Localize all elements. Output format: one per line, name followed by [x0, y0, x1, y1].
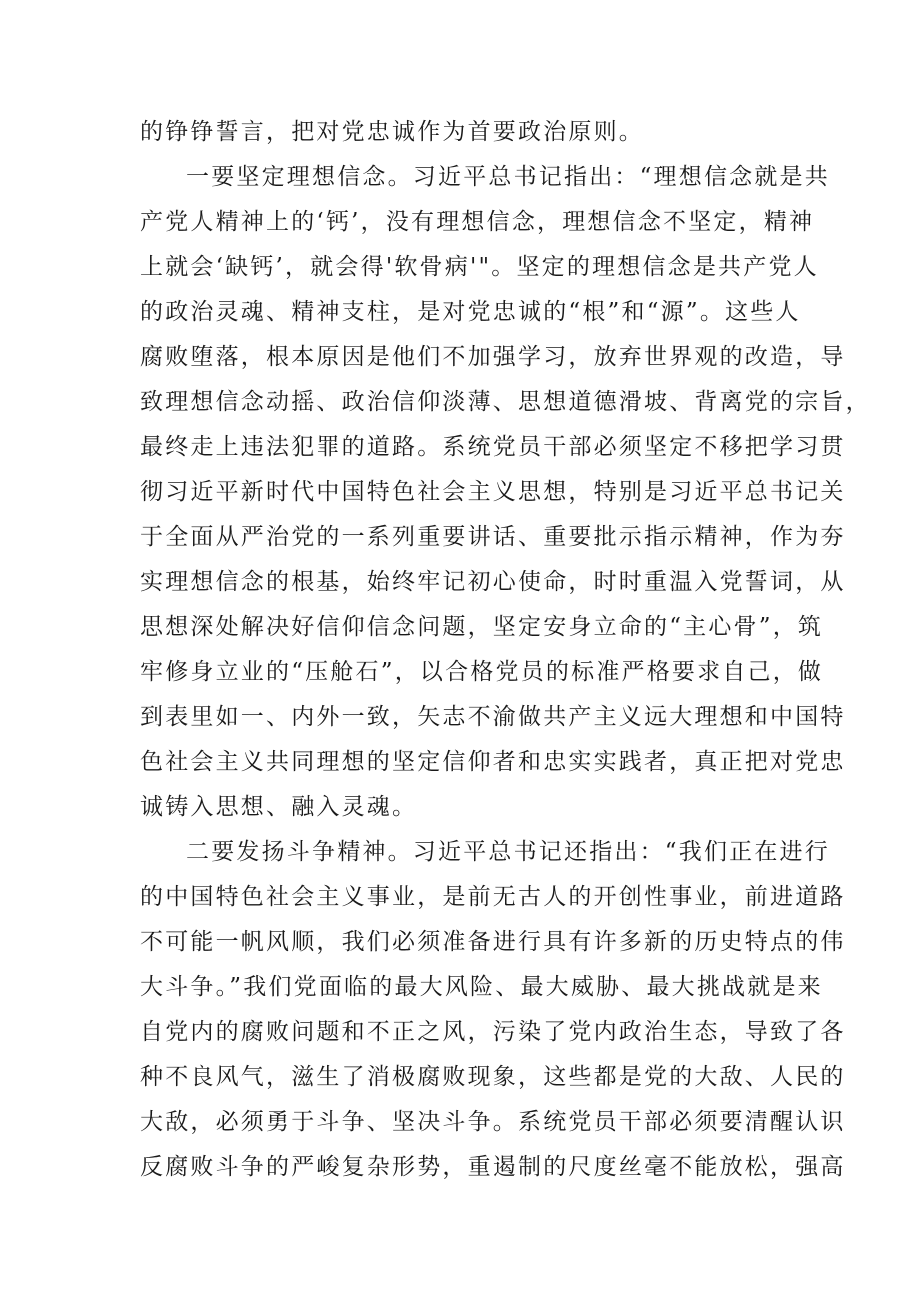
text-line: 自党内的腐败问题和不正之风，污染了党内政治生态，导致了各	[140, 1019, 846, 1045]
text-line: 思想深处解决好信仰信念问题，坚定安身立命的“主心骨”，筑	[140, 614, 824, 640]
text-line: 种不良风气，滋生了消极腐败现象，这些都是党的大敌、人民的	[140, 1064, 846, 1090]
text-line: 大敌，必须勇于斗争、坚决斗争。系统党员干部必须要清醒认识	[140, 1109, 846, 1135]
text-line: 产党人精神上的‘钙’，没有理想信念，理想信念不坚定，精神	[140, 209, 815, 235]
text-line: 腐败堕落，根本原因是他们不加强学习，放弃世界观的改造，导	[140, 344, 846, 370]
paragraph-1-first-line: 一要坚定理想信念。习近平总书记指出：“理想信念就是共	[186, 164, 830, 190]
text-line: 的政治灵魂、精神支柱，是对党忠诚的“根”和“源”。这些人	[140, 299, 801, 325]
text-line: 于全面从严治党的一系列重要讲话、重要批示指示精神，作为夯	[140, 524, 846, 550]
paragraph-2-first-line: 二要发扬斗争精神。习近平总书记还指出：“我们正在进行	[186, 839, 830, 865]
text-line: 色社会主义共同理想的坚定信仰者和忠实实践者，真正把对党忠	[140, 749, 846, 775]
text-line: 到表里如一、内外一致，矢志不渝做共产主义远大理想和中国特	[140, 704, 846, 730]
text-line: 实理想信念的根基，始终牢记初心使命，时时重温入党誓词，从	[140, 569, 846, 595]
text-line: 致理想信念动摇、政治信仰淡薄、思想道德滑坡、背离党的宗旨，	[140, 389, 871, 415]
text-line: 的铮铮誓言，把对党忠诚作为首要政治原则。	[140, 119, 644, 145]
text-line: 牢修身立业的“压舱石”，以合格党员的标准严格要求自己，做	[140, 659, 824, 685]
text-line: 反腐败斗争的严峻复杂形势，重遏制的尺度丝毫不能放松，强高	[140, 1154, 846, 1180]
text-line: 不可能一帆风顺，我们必须准备进行具有许多新的历史特点的伟	[140, 929, 846, 955]
text-line: 上就会‘缺钙’，就会得'软骨病'"。坚定的理想信念是共产党人	[140, 254, 819, 280]
text-line: 的中国特色社会主义事业，是前无古人的开创性事业，前进道路	[140, 884, 846, 910]
text-line: 大斗争。”我们党面临的最大风险、最大威胁、最大挑战就是来	[140, 974, 823, 1000]
body-text	[140, 110, 871, 1190]
text-line: 彻习近平新时代中国特色社会主义思想，特别是习近平总书记关	[140, 479, 846, 505]
text-line: 诚铸入思想、融入灵魂。	[140, 794, 418, 820]
text-line: 最终走上违法犯罪的道路。系统党员干部必须坚定不移把学习贯	[140, 434, 846, 460]
